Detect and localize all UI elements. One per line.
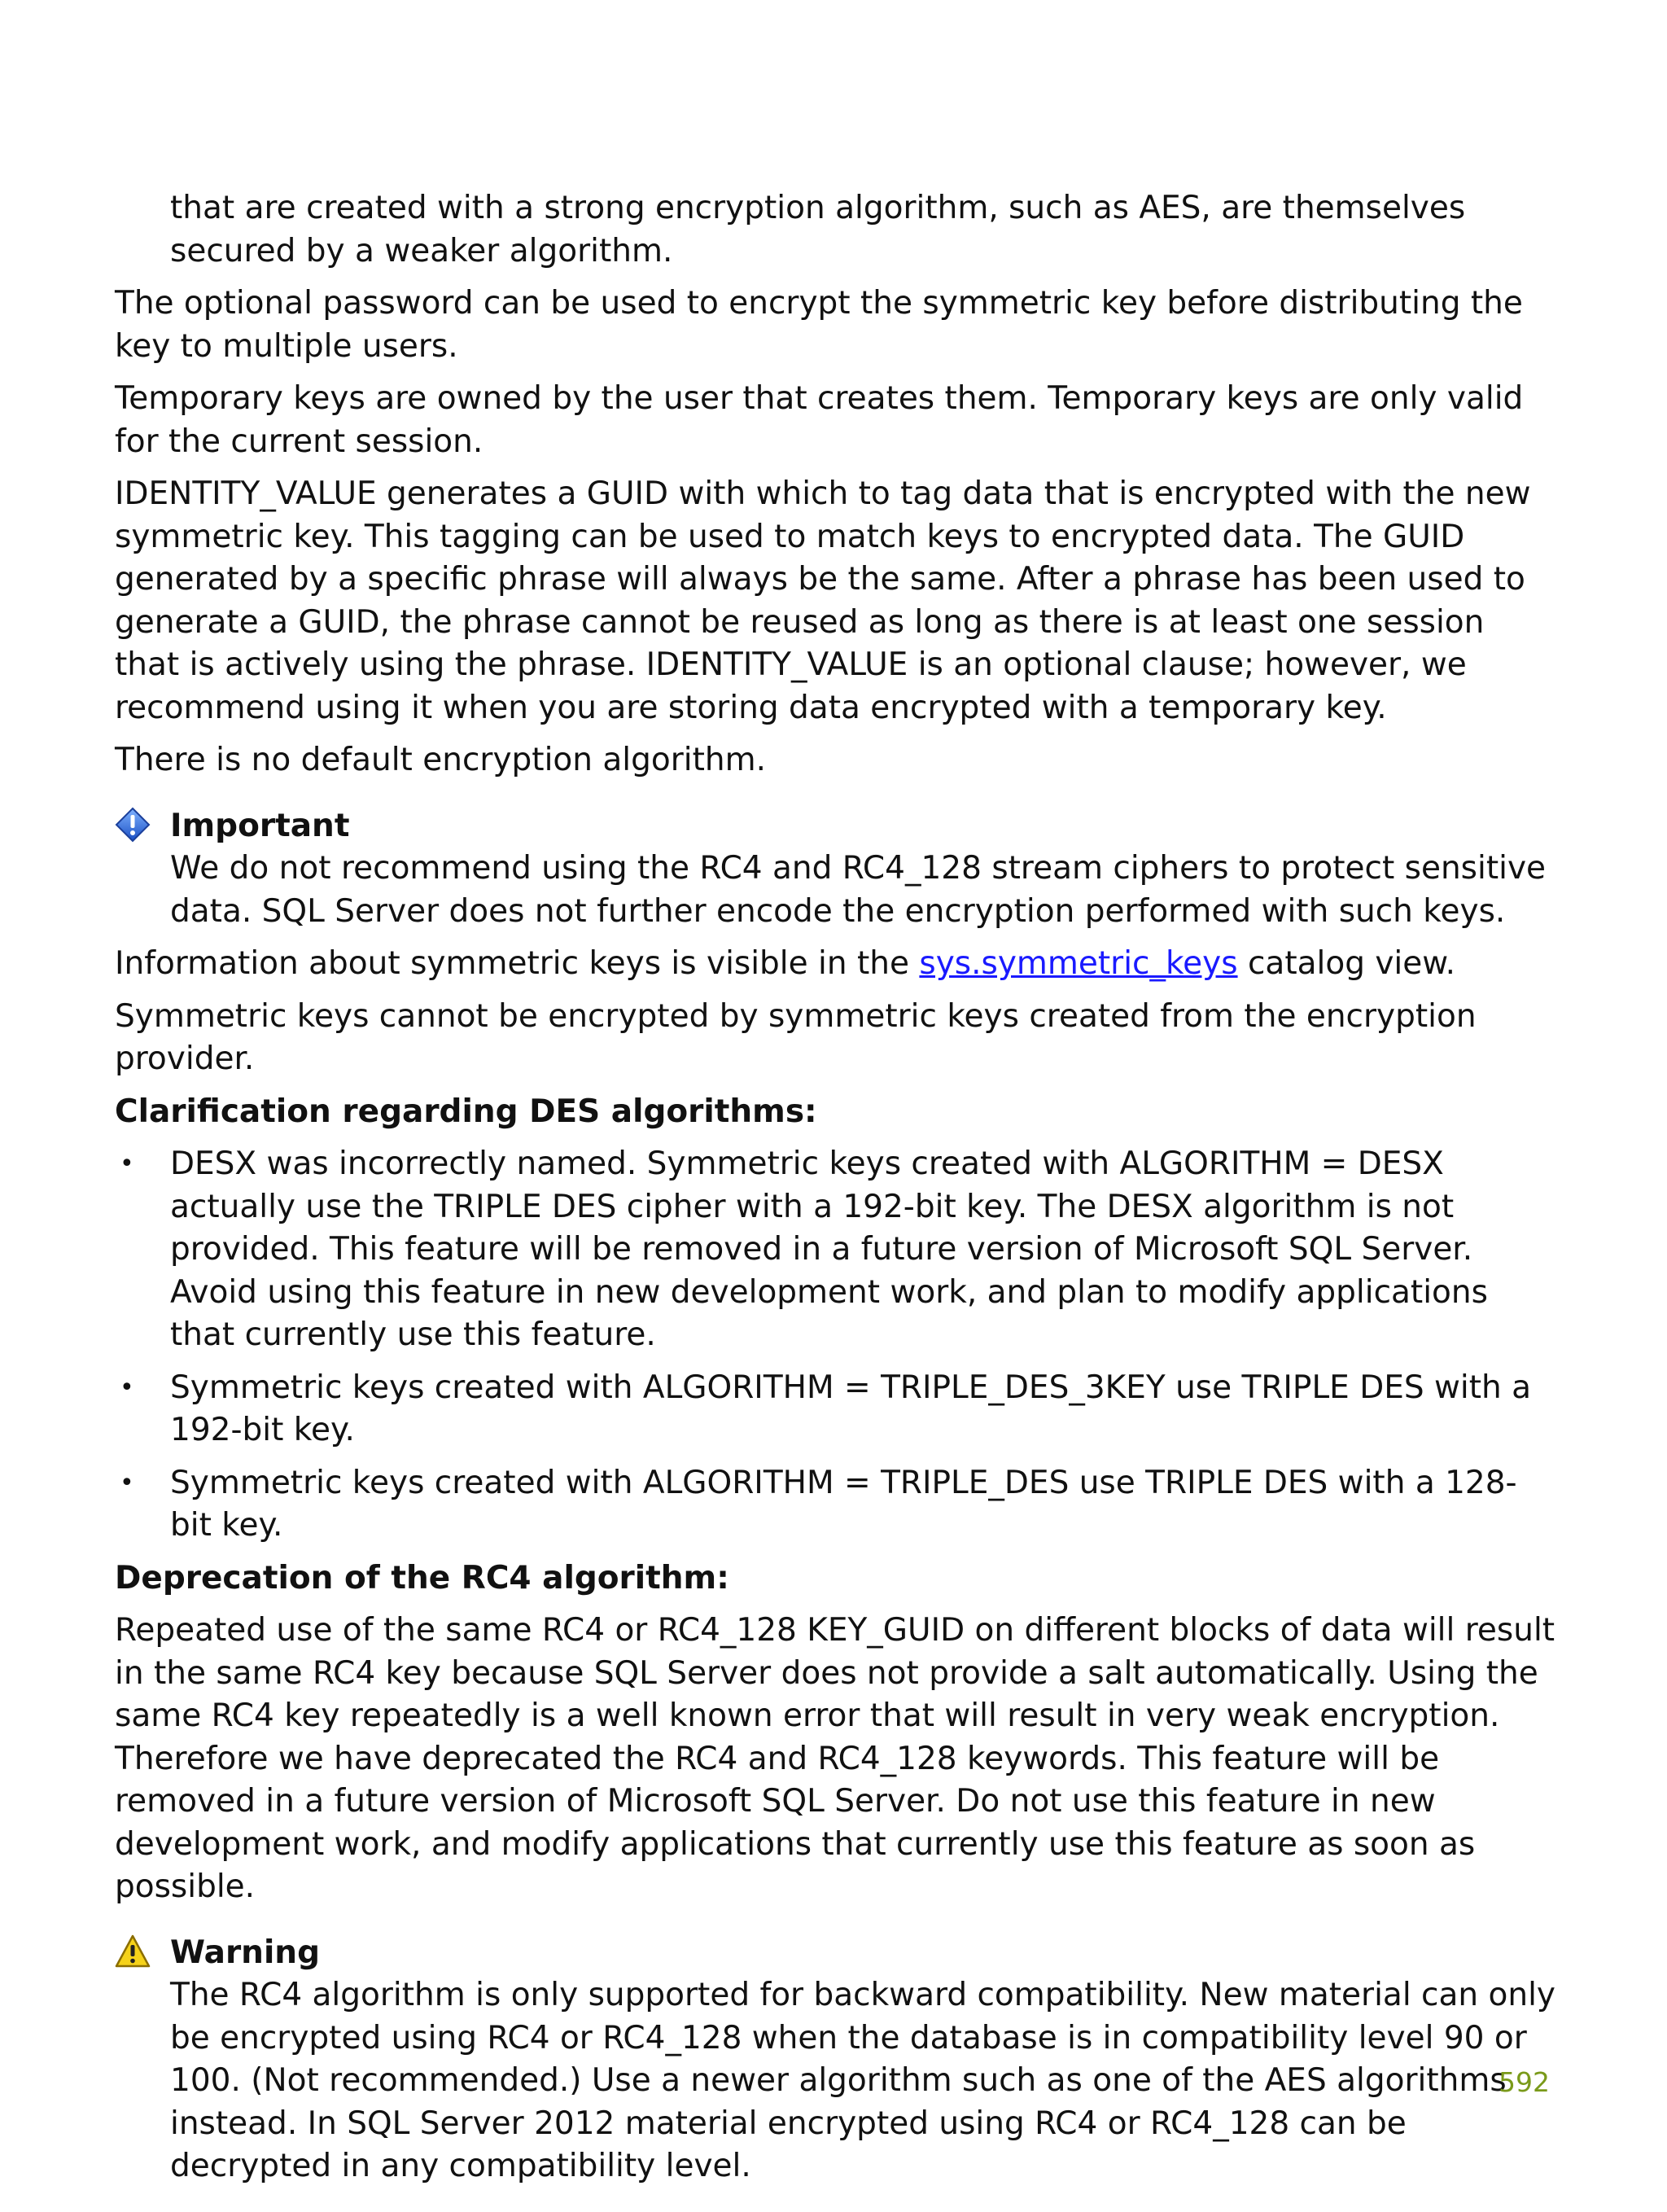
paragraph-identity-value: IDENTITY_VALUE generates a GUID with which to tag data that is encrypted with the new symmetric key. This tagging can be used to match keys to encrypted data. The GUID generated by a specific phrase will always be the same. After a phrase has been used to generate a GUID, the phrase cannot be reused as long as there is at least one session that is actively using the phrase. IDENTITY_VALUE is an optional clause; however, we recommend using it when you are storing data encrypted with a temporary key. bbox=[115, 475, 1531, 726]
list-item-text: Symmetric keys created with ALGORITHM = TRIPLE_DES use TRIPLE DES with a 128-bit key. bbox=[170, 1464, 1517, 1544]
document-page bbox=[115, 187, 1555, 2198]
paragraph-temporary-keys: Temporary keys are owned by the user that creates them. Temporary keys are only valid for the current session. bbox=[115, 380, 1524, 460]
bullet-icon: • bbox=[120, 1150, 134, 1178]
sys-symmetric-keys-link[interactable]: sys.symmetric_keys bbox=[919, 945, 1238, 982]
des-section-heading: Clarification regarding DES algorithms: bbox=[115, 1093, 817, 1130]
list-item bbox=[115, 1367, 1555, 1452]
paragraph-catalog-view bbox=[115, 943, 1555, 986]
paragraph-provider-note: Symmetric keys cannot be encrypted by symmetric keys created from the encryption provider. bbox=[115, 997, 1477, 1077]
page-number: 592 bbox=[1499, 2066, 1550, 2098]
des-bullet-list bbox=[115, 1143, 1555, 1548]
rc4-section-heading: Deprecation of the RC4 algorithm: bbox=[115, 1559, 729, 1597]
warning-callout bbox=[115, 1932, 1555, 2188]
bullet-icon: • bbox=[120, 1468, 134, 1497]
continuation-text: that are created with a strong encryption algorithm, such as AES, are themselves secured by a weaker algorithm. bbox=[170, 190, 1466, 269]
paragraph-no-default: There is no default encryption algorithm. bbox=[115, 742, 766, 778]
info-icon bbox=[115, 807, 151, 843]
important-title: Important bbox=[170, 807, 350, 844]
list-item bbox=[115, 1143, 1555, 1357]
rc4-section-body: Repeated use of the same RC4 or RC4_128 KEY_GUID on different blocks of data will result in the same RC4 key because SQL Server does not provide a salt automatically. Using the same RC4 key repeatedly is a well known error that will result in very weak encryption. Therefore we have deprecated the RC4 and RC4_128 keywords. This feature will be removed in a future version of Microsoft SQL Server. Do not use this feature in new development work, and modify applications that currently use this feature as soon as possible. bbox=[115, 1612, 1555, 1905]
warning-body: The RC4 algorithm is only supported for backward compatibility. New material can only be encrypted using RC4 or RC4_128 when the database is in compatibility level 90 or 100. (Not recommended.) Use a newer algorithm such as one of the AES algorithms instead. In SQL Server 2012 material encrypted using RC4 or RC4_128 can be decrypted in any compatibility level. bbox=[170, 1977, 1556, 2184]
catalog-text-before: Information about symmetric keys is visible in the bbox=[115, 945, 920, 982]
important-body: We do not recommend using the RC4 and RC4_128 stream ciphers to protect sensitive data. SQL Server does not further encode the encryption performed with such keys. bbox=[170, 850, 1547, 930]
list-item bbox=[115, 1462, 1555, 1548]
list-item-text: DESX was incorrectly named. Symmetric keys created with ALGORITHM = DESX actually use the TRIPLE DES cipher with a 192-bit key. The DESX algorithm is not provided. This feature will be removed in a future version of Microsoft SQL Server. Avoid using this feature in new development work, and plan to modify applications that currently use this feature. bbox=[170, 1145, 1488, 1353]
bullet-icon: • bbox=[120, 1373, 134, 1402]
important-callout bbox=[115, 805, 1555, 934]
warning-title: Warning bbox=[170, 1934, 320, 1971]
list-item-text: Symmetric keys created with ALGORITHM = TRIPLE_DES_3KEY use TRIPLE DES with a 192-bit key. bbox=[170, 1369, 1532, 1448]
catalog-text-after: catalog view. bbox=[1237, 945, 1455, 982]
paragraph-password: The optional password can be used to encrypt the symmetric key before distributing the key to multiple users. bbox=[115, 285, 1523, 365]
warning-icon bbox=[115, 1934, 151, 1969]
